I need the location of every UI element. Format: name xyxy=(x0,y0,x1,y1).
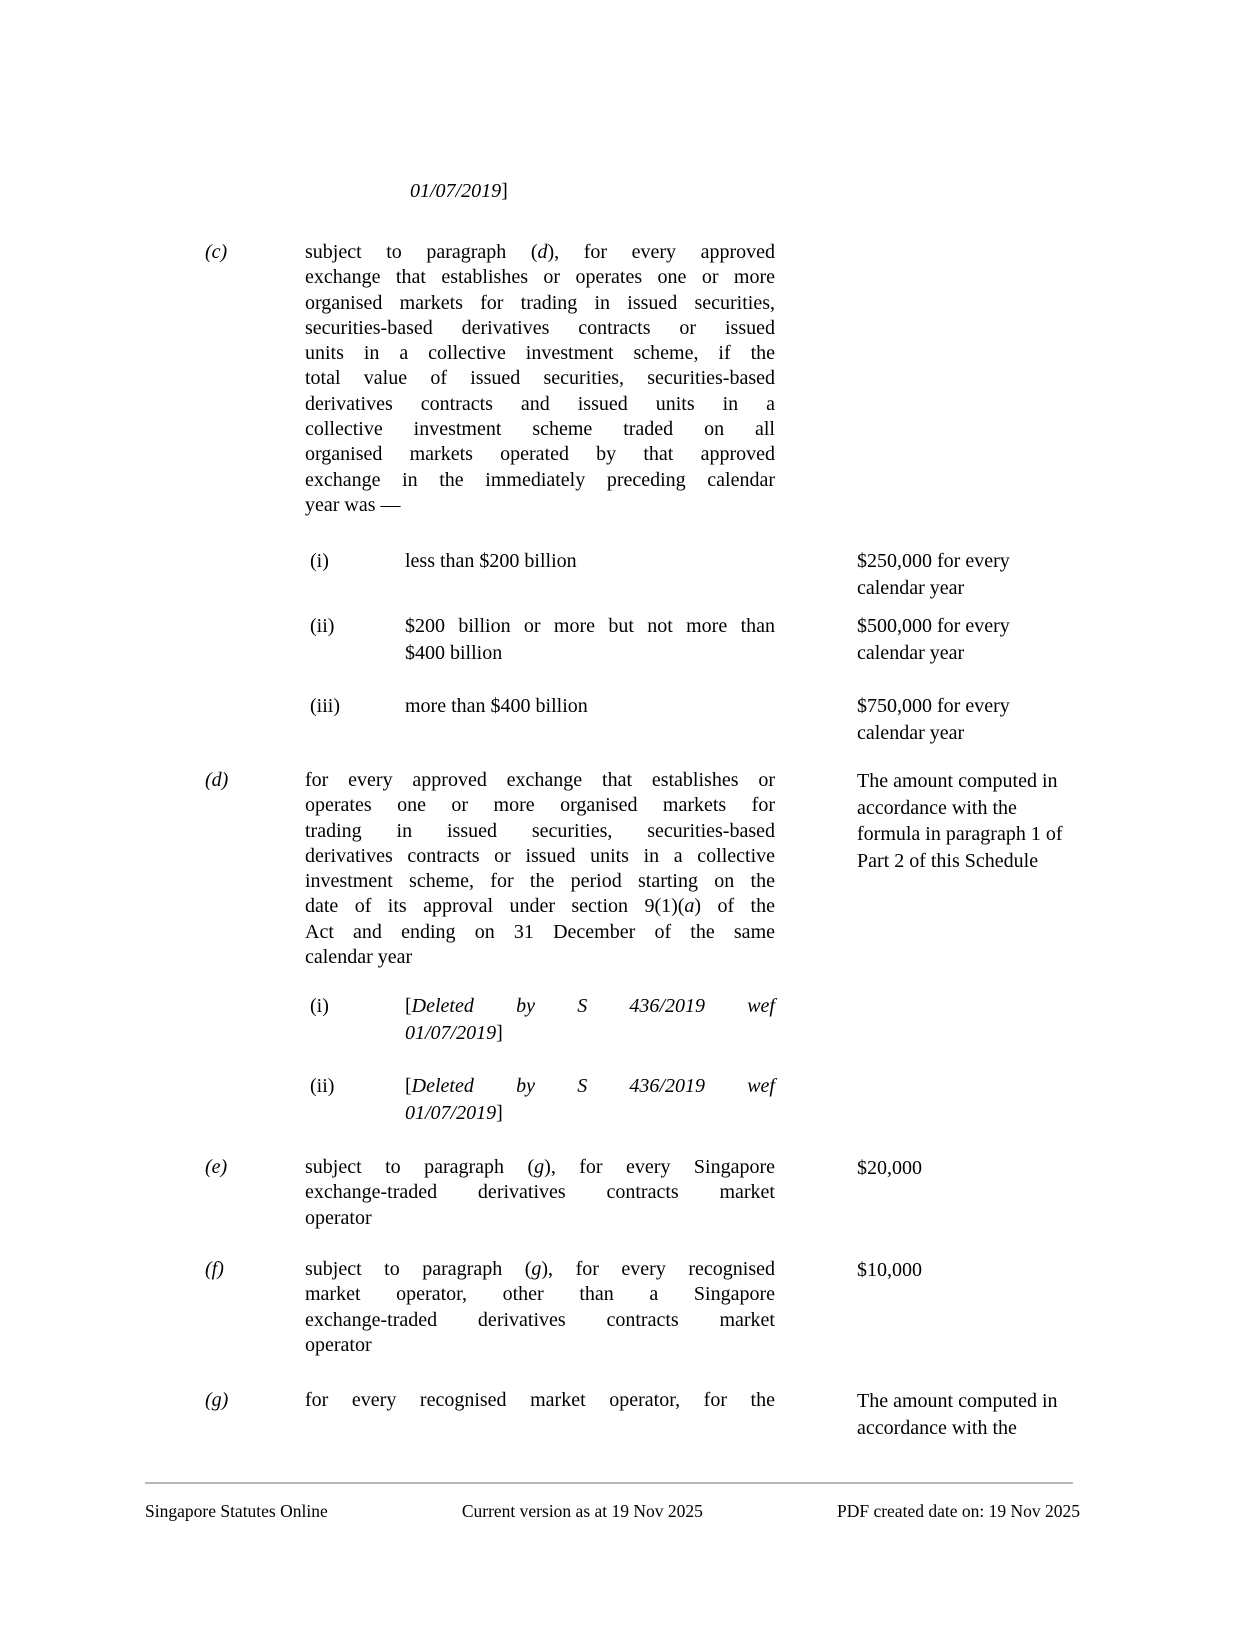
entry-c-sub-ii xyxy=(0,613,1257,666)
footer-version: Current version as at 19 Nov 2025 xyxy=(461,1501,703,1521)
entry-d xyxy=(0,768,1257,970)
subentry-label: (ii) xyxy=(310,1075,335,1097)
fee-line: $20,000 xyxy=(857,1157,922,1179)
entry-label: (d) xyxy=(205,769,229,791)
fee-line: formula in paragraph 1 of xyxy=(857,823,1063,845)
text-line: exchange-traded derivatives contracts market xyxy=(305,1181,775,1204)
fee-cell xyxy=(857,768,1107,874)
text-line: derivatives contracts or issued units in a collective xyxy=(305,844,775,867)
text-line: $200 billion or more but not more than xyxy=(405,615,775,637)
entry-c-sub-iii xyxy=(0,693,1257,746)
entry-c-sub-i xyxy=(0,548,1257,601)
text-line: calendar year xyxy=(305,946,413,969)
text-line: 01/07/2019] xyxy=(405,1101,503,1124)
fee-line: Part 2 of this Schedule xyxy=(857,849,1039,872)
entry-f xyxy=(0,1257,1257,1358)
entry-d-sub-ii-deleted xyxy=(0,1073,1257,1126)
text-line: $400 billion xyxy=(405,641,503,664)
fee-cell xyxy=(857,1257,1107,1284)
text-line: subject to paragraph (d), for every approved xyxy=(305,241,775,263)
text-line: investment scheme, for the period starting on the xyxy=(305,870,775,893)
fee-line: calendar year xyxy=(857,641,965,664)
fee-cell xyxy=(857,1155,1107,1182)
text-line: year was — xyxy=(305,493,401,516)
entry-text xyxy=(305,1388,775,1413)
closing-bracket: ] xyxy=(501,180,508,202)
subentry-text xyxy=(405,548,775,575)
entry-text xyxy=(305,240,775,518)
entry-label: (e) xyxy=(205,1156,228,1178)
deleted-provision xyxy=(405,1073,775,1126)
text-line: [Deleted by S 436/2019 wef xyxy=(405,1075,775,1097)
subentry-text xyxy=(405,693,775,720)
fee-line: $10,000 xyxy=(857,1259,922,1281)
text-line: exchange-traded derivatives contracts market xyxy=(305,1308,775,1331)
text-line: operates one or more organised markets for xyxy=(305,794,775,817)
text-line: more than $400 billion xyxy=(405,695,588,717)
entry-d-sub-i-deleted xyxy=(0,993,1257,1046)
fee-line: calendar year xyxy=(857,576,965,599)
fee-line: $250,000 for every xyxy=(857,550,1010,572)
text-line: 01/07/2019] xyxy=(405,1021,503,1044)
entry-label: (c) xyxy=(205,241,228,263)
fee-line: $750,000 for every xyxy=(857,695,1010,717)
entry-c xyxy=(0,240,1257,518)
text-line: date of its approval under section 9(1)(a) of the xyxy=(305,895,775,918)
text-line: less than $200 billion xyxy=(405,550,577,572)
entry-e xyxy=(0,1155,1257,1231)
text-line: market operator, other than a Singapore xyxy=(305,1283,775,1306)
deleted-date-text: 01/07/2019 xyxy=(410,180,502,202)
entry-text xyxy=(305,768,775,970)
entry-label: (f) xyxy=(205,1258,224,1280)
footer-source: Singapore Statutes Online xyxy=(145,1501,328,1521)
fee-line: accordance with the xyxy=(857,1416,1017,1439)
text-line: exchange in the immediately preceding calendar xyxy=(305,468,775,491)
page-footer xyxy=(145,1500,1080,1522)
text-line: derivatives contracts and issued units in a xyxy=(305,392,775,415)
subentry-text xyxy=(405,613,775,666)
text-line: exchange that establishes or operates one or more xyxy=(305,266,775,289)
fee-cell xyxy=(857,693,1107,746)
text-line: for every recognised market operator, for the xyxy=(305,1389,775,1411)
text-line: total value of issued securities, securities-based xyxy=(305,367,775,390)
continuation-line xyxy=(0,178,1257,205)
subentry-label: (i) xyxy=(310,550,329,572)
fee-line: accordance with the xyxy=(857,796,1017,819)
subentry-label: (ii) xyxy=(310,615,335,637)
fee-line: $500,000 for every xyxy=(857,615,1010,637)
fee-line: calendar year xyxy=(857,721,965,744)
text-line: organised markets operated by that approved xyxy=(305,443,775,466)
fee-line: The amount computed in xyxy=(857,770,1058,792)
text-line: securities-based derivatives contracts or issued xyxy=(305,316,775,339)
subentry-label: (i) xyxy=(310,995,329,1017)
text-line: units in a collective investment scheme, if the xyxy=(305,342,775,365)
fee-cell xyxy=(857,548,1107,601)
fee-cell xyxy=(857,1388,1107,1441)
text-line: operator xyxy=(305,1333,372,1356)
text-line: trading in issued securities, securities-based xyxy=(305,819,775,842)
fee-cell xyxy=(857,613,1107,666)
text-line: subject to paragraph (g), for every recognised xyxy=(305,1258,775,1280)
entry-label: (g) xyxy=(205,1389,229,1411)
text-line: [Deleted by S 436/2019 wef xyxy=(405,995,775,1017)
deleted-provision xyxy=(405,993,775,1046)
text-line: collective investment scheme traded on all xyxy=(305,418,775,441)
text-line: Act and ending on 31 December of the same xyxy=(305,920,775,943)
footer-created-date: PDF created date on: 19 Nov 2025 xyxy=(836,1501,1080,1521)
entry-text xyxy=(305,1155,775,1231)
text-line: operator xyxy=(305,1206,372,1229)
entry-g xyxy=(0,1388,1257,1441)
text-line: subject to paragraph (g), for every Singapore xyxy=(305,1156,775,1178)
footer-divider xyxy=(145,1482,1073,1484)
deleted-provision-date xyxy=(410,178,780,205)
text-line: organised markets for trading in issued securities, xyxy=(305,291,775,314)
text-line: for every approved exchange that establishes or xyxy=(305,769,775,791)
subentry-label: (iii) xyxy=(310,695,340,717)
entry-text xyxy=(305,1257,775,1358)
fee-line: The amount computed in xyxy=(857,1390,1058,1412)
